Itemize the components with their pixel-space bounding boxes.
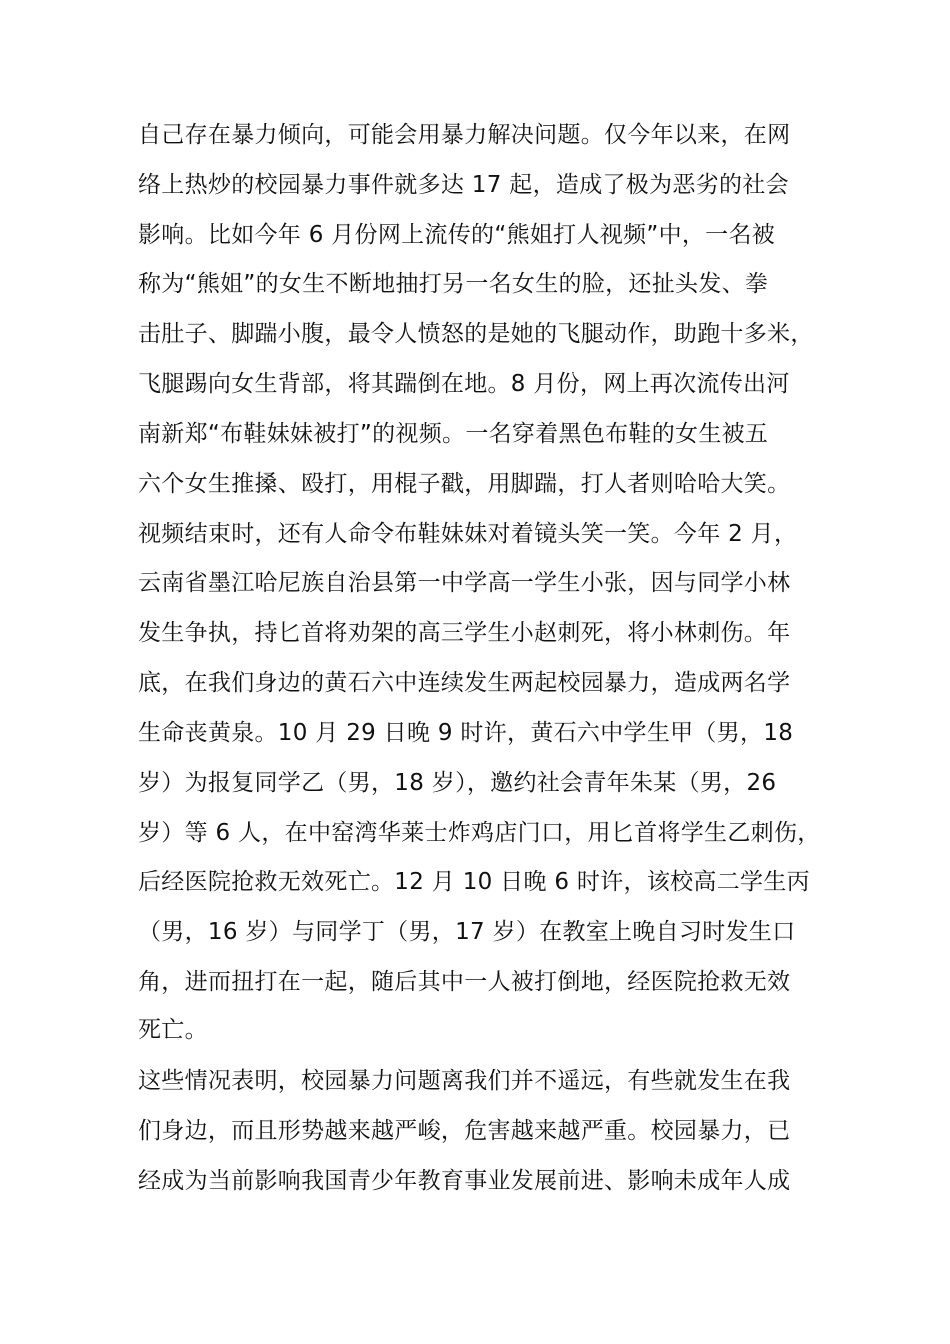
text-line: （男，16 岁）与同学丁（男，17 岁）在教室上晚自习时发生口 [138,919,796,945]
text-line: 云南省墨江哈尼族自治县第一中学高一学生小张，因与同学小林 [138,570,791,596]
text-line: 底，在我们身边的黄石六中连续发生两起校园暴力，造成两名学 [138,670,791,696]
text-line: 岁）等 6 人，在中窑湾华莱士炸鸡店门口，用匕首将学生乙刺伤， [138,820,821,846]
text-line: 岁）为报复同学乙（男，18 岁），邀约社会青年朱某（男，26 [138,770,777,796]
text-line: 称为“熊姐”的女生不断地抽打另一名女生的脸，还扯头发、拳 [138,271,769,297]
text-line: 角，进而扭打在一起，随后其中一人被打倒地，经医院抢救无效 [138,969,791,995]
text-line: 自己存在暴力倾向，可能会用暴力解决问题。仅今年以来，在网 [138,122,791,148]
text-line: 经成为当前影响我国青少年教育事业发展前进、影响未成年人成 [138,1168,791,1194]
text-line: 络上热炒的校园暴力事件就多达 17 起，造成了极为恶劣的社会 [138,172,789,198]
text-line: 视频结束时，还有人命令布鞋妹妹对着镜头笑一笑。今年 2 月， [138,521,798,547]
text-line: 生命丧黄泉。10 月 29 日晚 9 时许，黄石六中学生甲（男，18 [138,720,794,746]
text-line: 击肚子、脚踹小腹，最令人愤怒的是她的飞腿动作，助跑十多米， [138,321,814,347]
text-line: 南新郑“布鞋妹妹被打”的视频。一名穿着黑色布鞋的女生被五 [138,421,769,447]
text-line: 后经医院抢救无效死亡。12 月 10 日晚 6 时许，该校高二学生丙 [138,869,810,895]
text-line: 影响。比如今年 6 月份网上流传的“熊姐打人视频”中，一名被 [138,222,776,248]
text-line: 飞腿踢向女生背部，将其踹倒在地。8 月份，网上再次流传出河 [138,371,790,397]
text-line: 六个女生推搡、殴打，用棍子戳，用脚踹，打人者则哈哈大笑。 [138,471,791,497]
text-line: 们身边，而且形势越来越严峻，危害越来越严重。校园暴力，已 [138,1118,791,1144]
text-line: 死亡。 [138,1017,208,1043]
text-line: 发生争执，持匕首将劝架的高三学生小赵刺死，将小林刺伤。年 [138,620,791,646]
text-line: 这些情况表明，校园暴力问题离我们并不遥远，有些就发生在我 [138,1068,791,1094]
